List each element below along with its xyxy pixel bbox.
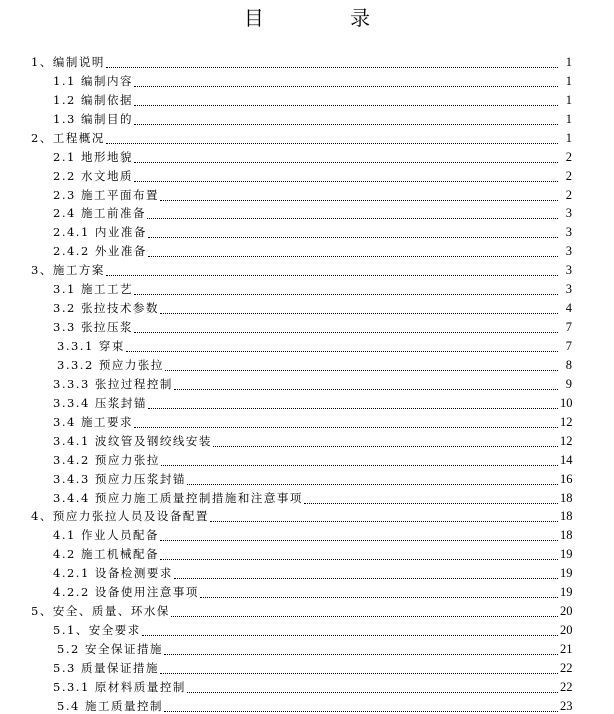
toc-entry-page-number: 20 (560, 623, 573, 638)
toc-entry-page-number: 1 (565, 54, 572, 69)
toc-entry-page-number: 9 (565, 376, 572, 391)
toc-entry-page-number: 23 (560, 698, 573, 713)
toc-entry-page-number: 21 (560, 642, 573, 656)
toc-entry-page-number: 20 (560, 604, 573, 619)
toc-entry[interactable] (0, 392, 614, 411)
toc-entry-label: 2.1 地形地貌 (53, 149, 133, 164)
toc-entry-page-number: 2 (565, 168, 572, 183)
toc-entry[interactable] (0, 676, 614, 695)
toc-entry[interactable] (0, 695, 614, 714)
toc-entry-page-number: 18 (560, 509, 573, 524)
toc-entry[interactable] (0, 354, 614, 373)
toc-entry-label: 3.4.4 预应力施工质量控制措施和注意事项 (53, 490, 303, 505)
toc-entry-page-number: 3 (565, 282, 572, 297)
toc-entry-label: 3.4 施工要求 (53, 414, 133, 429)
toc-entry-label: 2.4 施工前准备 (53, 206, 146, 221)
toc-entry-label: 5.2 安全保证措施 (57, 642, 163, 656)
dot-leader (142, 635, 558, 636)
toc-entry-label: 2、工程概况 (31, 130, 105, 145)
toc-entry-label: 3.4.3 预应力压浆封锚 (53, 471, 186, 486)
toc-entry-label: 5.3.1 原材料质量控制 (53, 679, 186, 694)
toc-entry-page-number: 3 (565, 225, 572, 240)
dot-leader (134, 181, 558, 182)
toc-entry-page-number: 14 (560, 452, 573, 467)
toc-entry[interactable] (0, 127, 614, 146)
toc-entry-label: 3.3.4 压浆封锚 (53, 395, 147, 410)
dot-leader (164, 711, 558, 712)
toc-entry-label: 1.1 编制内容 (53, 73, 133, 88)
toc-entry-label: 4.2.1 设备检测要求 (53, 566, 173, 581)
table-of-contents (0, 51, 614, 714)
toc-entry-label: 2.4.1 内业准备 (53, 225, 147, 240)
toc-entry-page-number: 2 (565, 149, 572, 164)
dot-leader (148, 256, 558, 257)
toc-entry[interactable] (0, 165, 614, 184)
toc-entry[interactable] (0, 543, 614, 562)
toc-entry-page-number: 12 (560, 414, 573, 429)
toc-title: 目 录 (243, 6, 411, 30)
toc-entry-page-number: 4 (565, 301, 572, 316)
dot-leader (160, 313, 558, 314)
toc-entry[interactable] (0, 240, 614, 259)
dot-leader (213, 446, 558, 447)
toc-entry-label: 2.3 施工平面布置 (53, 187, 159, 202)
toc-entry-page-number: 18 (560, 528, 573, 543)
toc-entry-label: 3.2 张拉技术参数 (53, 301, 159, 316)
toc-entry-label: 4.2.2 设备使用注意事项 (53, 585, 199, 600)
dot-leader (160, 559, 558, 560)
toc-entry-page-number: 1 (565, 130, 572, 145)
toc-entry[interactable] (0, 468, 614, 487)
toc-entry-label: 5、安全、质量、环水保 (31, 604, 170, 619)
toc-entry-page-number: 7 (565, 320, 572, 335)
toc-entry[interactable] (0, 108, 614, 127)
dot-leader (160, 673, 558, 674)
toc-entry-page-number: 1 (565, 111, 572, 126)
dot-leader (160, 200, 558, 201)
toc-entry[interactable] (0, 600, 614, 619)
dot-leader (304, 503, 558, 504)
toc-entry[interactable] (0, 259, 614, 278)
toc-entry-label: 1.3 编制目的 (53, 111, 133, 126)
dot-leader (161, 465, 558, 466)
dot-leader (210, 521, 558, 522)
dot-leader (134, 86, 558, 87)
toc-entry[interactable] (0, 411, 614, 430)
toc-entry[interactable] (0, 619, 614, 638)
toc-entry[interactable] (0, 184, 614, 203)
toc-entry-label: 4.1 作业人员配备 (53, 528, 159, 543)
dot-leader (160, 540, 558, 541)
toc-entry-label: 3.4.1 波纹管及钢绞线安装 (53, 433, 212, 448)
toc-entry[interactable] (0, 51, 614, 70)
toc-entry-label: 3.4.2 预应力张拉 (53, 452, 160, 467)
toc-entry[interactable] (0, 316, 614, 335)
dot-leader (106, 143, 558, 144)
toc-entry-page-number: 12 (560, 433, 573, 448)
toc-entry-page-number: 19 (560, 566, 573, 581)
toc-entry[interactable] (0, 373, 614, 392)
toc-entry[interactable] (0, 203, 614, 222)
dot-leader (134, 105, 558, 106)
toc-entry[interactable] (0, 297, 614, 316)
toc-entry[interactable] (0, 146, 614, 165)
dot-leader (134, 332, 558, 333)
toc-entry-label: 5.3 质量保证措施 (53, 660, 159, 675)
toc-entry[interactable] (0, 278, 614, 297)
dot-leader (187, 692, 558, 693)
toc-entry-page-number: 3 (565, 244, 572, 259)
dot-leader (174, 578, 558, 579)
dot-leader (134, 294, 558, 295)
toc-entry[interactable] (0, 430, 614, 449)
toc-entry-label: 5.1、安全要求 (53, 623, 141, 638)
dot-leader (147, 218, 558, 219)
dot-leader (106, 275, 558, 276)
dot-leader (148, 237, 558, 238)
dot-leader (174, 389, 558, 390)
toc-entry-label: 3.3.2 预应力张拉 (57, 357, 164, 372)
toc-entry-page-number: 10 (560, 395, 573, 410)
toc-entry-page-number: 8 (565, 357, 572, 372)
toc-entry-page-number: 19 (560, 585, 573, 600)
toc-entry-page-number: 1 (565, 73, 572, 88)
toc-entry-page-number: 3 (565, 206, 572, 221)
toc-entry-label: 1、编制说明 (31, 54, 105, 69)
toc-entry-label: 1.2 编制依据 (53, 92, 133, 107)
toc-entry[interactable] (0, 562, 614, 581)
toc-entry[interactable] (0, 581, 614, 600)
toc-entry[interactable] (0, 335, 614, 354)
dot-leader (165, 370, 558, 371)
toc-entry[interactable] (0, 506, 614, 525)
dot-leader (200, 597, 558, 598)
toc-entry[interactable] (0, 70, 614, 89)
toc-entry-label: 3.3.3 张拉过程控制 (53, 376, 173, 391)
toc-entry-label: 4.2 施工机械配备 (53, 547, 159, 562)
toc-entry[interactable] (0, 449, 614, 468)
dot-leader (134, 162, 558, 163)
dot-leader (171, 616, 558, 617)
toc-entry-page-number: 16 (560, 471, 573, 486)
toc-entry-label: 2.2 水文地质 (53, 168, 133, 183)
toc-entry[interactable] (0, 657, 614, 676)
dot-leader (148, 408, 558, 409)
toc-entry-label: 3.1 施工工艺 (53, 282, 133, 297)
dot-leader (187, 484, 558, 485)
toc-entry-page-number: 7 (565, 339, 572, 353)
toc-entry-page-number: 22 (560, 660, 573, 675)
toc-entry[interactable] (0, 89, 614, 108)
toc-entry-label: 4、预应力张拉人员及设备配置 (31, 509, 209, 524)
toc-entry[interactable] (0, 524, 614, 543)
dot-leader (134, 427, 558, 428)
toc-entry[interactable] (0, 221, 614, 240)
toc-entry-label: 3、施工方案 (31, 263, 105, 278)
toc-entry[interactable] (0, 487, 614, 506)
toc-entry-label: 5.4 施工质量控制 (57, 698, 163, 713)
toc-entry-page-number: 3 (565, 263, 572, 278)
toc-entry[interactable] (0, 638, 614, 657)
toc-entry-label: 3.3 张拉压浆 (53, 320, 133, 335)
toc-entry-page-number: 22 (560, 679, 573, 694)
dot-leader (164, 654, 558, 655)
toc-entry-page-number: 2 (565, 187, 572, 202)
toc-entry-label: 2.4.2 外业准备 (53, 244, 147, 259)
dot-leader (126, 351, 558, 352)
toc-entry-label: 3.3.1 穿束 (57, 339, 125, 353)
dot-leader (134, 124, 558, 125)
toc-entry-page-number: 1 (565, 92, 572, 107)
toc-entry-page-number: 18 (560, 490, 573, 505)
toc-entry-page-number: 19 (560, 547, 573, 562)
dot-leader (106, 67, 558, 68)
